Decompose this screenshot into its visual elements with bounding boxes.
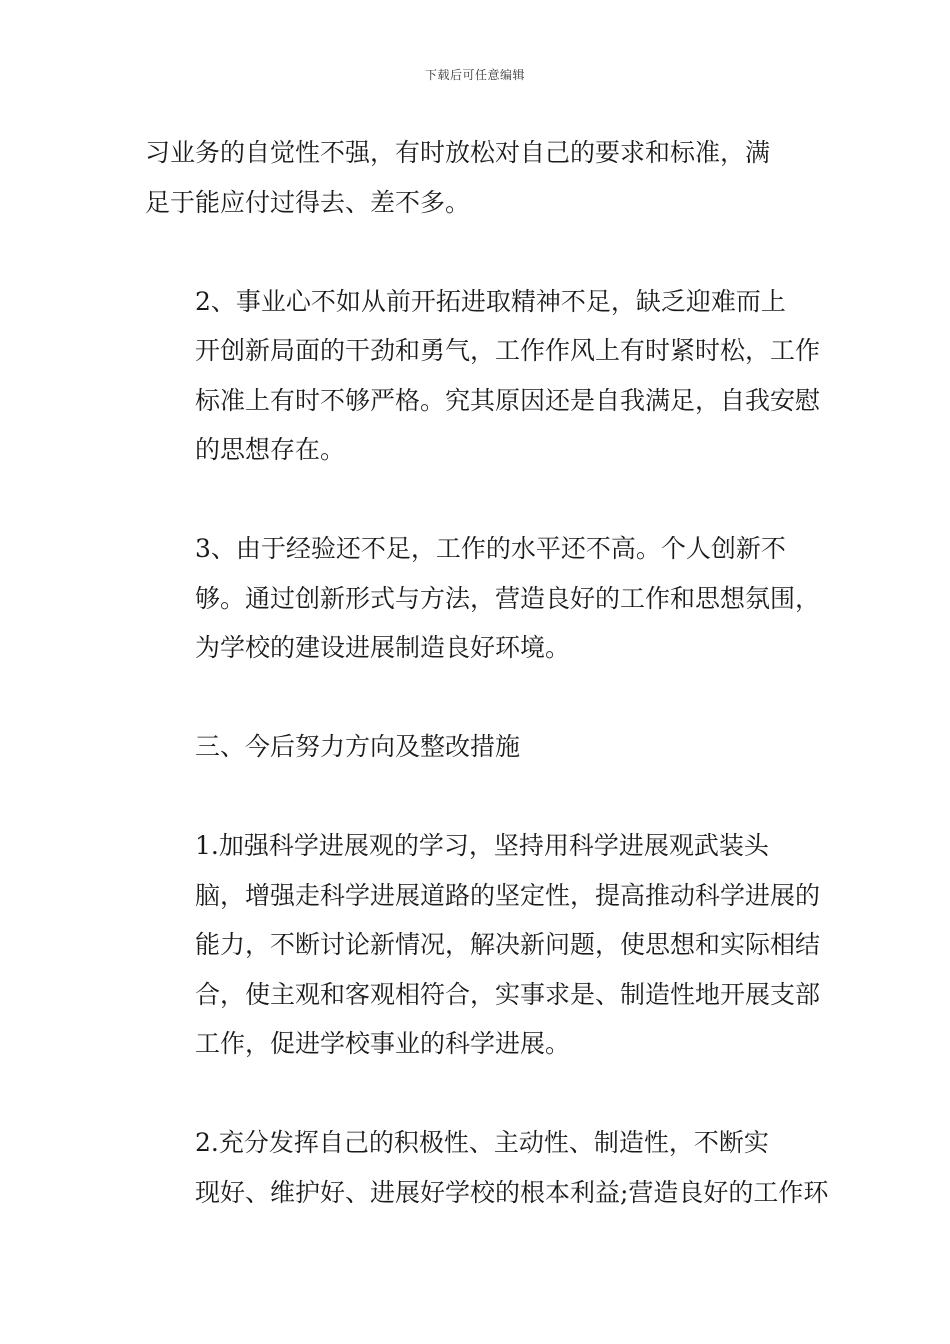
paragraph-measure-1: [145, 821, 821, 1069]
paragraph-item-3: [145, 524, 821, 673]
text-line: 2.充分发挥自己的积极性、主动性、制造性，不断实: [195, 1128, 769, 1157]
text-line: 开创新局面的干劲和勇气，工作作风上有时紧时松，工作: [195, 336, 821, 365]
text-line: 脑，增强走科学进展道路的坚定性，提高推动科学进展的: [195, 880, 821, 910]
section-heading: [145, 722, 810, 772]
document-body: [145, 128, 829, 1267]
header-note: 下载后可任意编辑: [424, 68, 525, 82]
text-line: 合，使主观和客观相符合，实事求是、制造性地开展支部: [195, 979, 821, 1009]
text-line: 工作，促进学校事业的科学进展。: [195, 1029, 571, 1058]
text-line: 够。通过创新形式与方法，营造良好的工作和思想氛围，: [195, 583, 821, 613]
text-line: 习业务的自觉性不强，有时放松对自己的要求和标准，满: [145, 138, 771, 167]
text-line: 现好、维护好、进展好学校的根本利益;营造良好的工作环: [195, 1177, 829, 1207]
text-line: 1.加强科学进展观的学习，坚持用科学进展观武装头: [195, 831, 769, 860]
paragraph-measure-2: [145, 1118, 829, 1217]
paragraph-continuation: [145, 128, 810, 227]
text-line: 标准上有时不够严格。究其原因还是自我满足，自我安慰: [195, 385, 821, 415]
text-line: 能力，不断讨论新情况，解决新问题，使思想和实际相结: [195, 930, 821, 959]
text-line: 足于能应付过得去、差不多。: [145, 187, 471, 217]
text-line: 为学校的建设进展制造良好环境。: [195, 633, 571, 662]
paragraph-item-2: [145, 277, 821, 475]
text-line: 2、事业心不如从前开拓进取精神不足，缺乏迎难而上: [195, 286, 786, 316]
text-line: 的思想存在。: [195, 435, 346, 464]
section-heading-text: 三、今后努力方向及整改措施: [195, 732, 521, 761]
text-line: 3、由于经验还不足，工作的水平还不高。个人创新不: [195, 534, 786, 563]
